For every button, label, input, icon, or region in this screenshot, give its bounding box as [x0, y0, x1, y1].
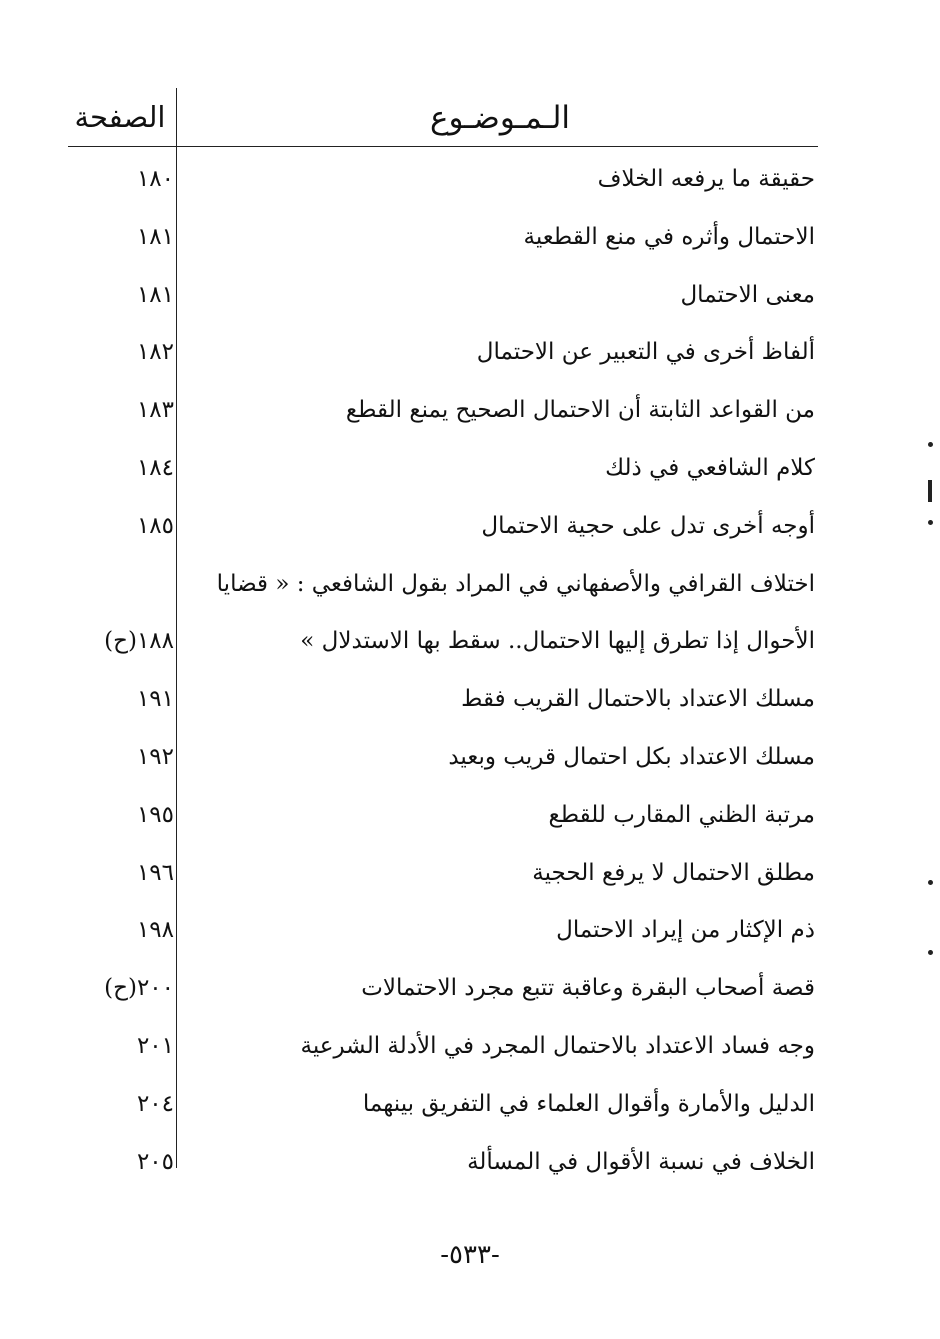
page-column-header: الصفحة — [74, 100, 166, 134]
page-number: -٥٣٣- — [440, 1240, 500, 1270]
toc-entry — [70, 961, 815, 1019]
scan-speck — [928, 442, 933, 447]
toc-entry — [70, 614, 815, 672]
toc-entry — [70, 1019, 815, 1077]
toc-entry-page: ١٩٦ — [136, 859, 174, 886]
table-of-contents — [70, 152, 815, 1192]
topic-column-header: الـمـوضـوع — [429, 100, 571, 136]
toc-entry-page: ٢٠٠(ح) — [104, 975, 174, 1002]
toc-entry-page: ١٨٢ — [136, 339, 174, 366]
toc-entry-topic: أوجه أخرى تدل على حجية الاحتمال — [481, 512, 815, 539]
toc-entry-page: ١٩٨ — [136, 917, 174, 944]
scan-speck — [928, 480, 932, 502]
toc-entry-page: ٢٠٤ — [136, 1090, 174, 1117]
toc-entry-page: ١٨٠ — [136, 166, 174, 192]
toc-entry-topic: الاحتمال وأثره في منع القطعية — [523, 223, 815, 250]
toc-entry-topic: وجه فساد الاعتداد بالاحتمال المجرد في الأدلة الشرعية — [300, 1032, 815, 1059]
toc-entry-page: ١٨٨(ح) — [104, 628, 174, 655]
toc-entry — [70, 441, 815, 499]
toc-entry — [70, 325, 815, 383]
scan-speck — [928, 880, 933, 885]
toc-entry-topic: اختلاف القرافي والأصفهاني في المراد بقول الشافعي : « قضايا — [216, 570, 815, 597]
toc-entry-topic: ألفاظ أخرى في التعبير عن الاحتمال — [476, 339, 815, 366]
toc-entry-topic: قصة أصحاب البقرة وعاقبة تتبع مجرد الاحتمالات — [361, 975, 815, 1002]
toc-entry — [70, 672, 815, 730]
toc-entry — [70, 1135, 815, 1193]
toc-entry-page: ٢٠١ — [136, 1032, 174, 1059]
toc-entry-topic: حقيقة ما يرفعه الخلاف — [597, 166, 815, 192]
toc-entry — [70, 903, 815, 961]
toc-entry-topic: الخلاف في نسبة الأقوال في المسألة — [467, 1148, 815, 1175]
toc-entry — [70, 730, 815, 788]
toc-entry-topic: من القواعد الثابتة أن الاحتمال الصحيح يمنع القطع — [345, 397, 815, 424]
scan-speck — [928, 520, 933, 525]
toc-entry-page: ١٩٢ — [136, 743, 174, 770]
toc-entry — [70, 1077, 815, 1135]
toc-entry-page: ١٩١ — [136, 686, 174, 713]
toc-entry-page: ٢٠٥ — [136, 1148, 174, 1175]
toc-entry-topic: كلام الشافعي في ذلك — [605, 454, 815, 481]
toc-entry-topic: الأحوال إذا تطرق إليها الاحتمال.. سقط بها الاستدلال » — [300, 628, 815, 655]
toc-entry-topic: مرتبة الظني المقارب للقطع — [548, 801, 815, 828]
scan-speck — [928, 950, 933, 955]
toc-entry-topic: مطلق الاحتمال لا يرفع الحجية — [532, 859, 815, 886]
toc-entry-topic: مسلك الاعتداد بكل احتمال قريب وبعيد — [448, 743, 815, 770]
toc-entry — [70, 210, 815, 268]
toc-entry — [70, 499, 815, 557]
toc-entry — [70, 557, 815, 615]
toc-entry-topic: الدليل والأمارة وأقوال العلماء في التفريق بينهما — [362, 1090, 815, 1117]
toc-entry — [70, 846, 815, 904]
toc-entry-page: ١٨٣ — [136, 397, 174, 424]
toc-entry — [70, 152, 815, 210]
toc-entry-page: ١٩٥ — [136, 801, 174, 828]
toc-entry — [70, 788, 815, 846]
header-divider — [68, 146, 818, 147]
toc-entry-page: ١٨٥ — [136, 512, 174, 539]
toc-entry-page: ١٨١ — [136, 223, 174, 250]
toc-entry-page: ١٨١ — [136, 281, 174, 308]
toc-entry-topic: مسلك الاعتداد بالاحتمال القريب فقط — [461, 686, 815, 713]
toc-entry — [70, 383, 815, 441]
toc-entry — [70, 268, 815, 326]
toc-entry-page: ١٨٤ — [136, 454, 174, 481]
toc-entry-topic: ذم الإكثار من إيراد الاحتمال — [556, 917, 815, 944]
toc-entry-topic: معنى الاحتمال — [680, 281, 815, 308]
